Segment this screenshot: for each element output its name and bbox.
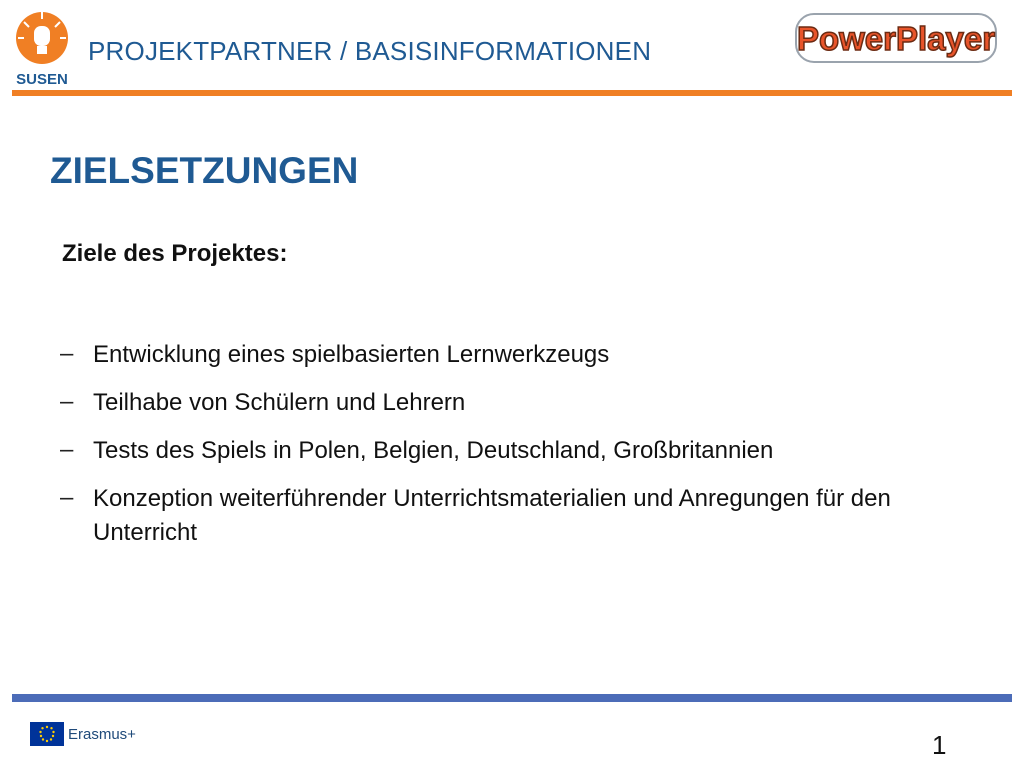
list-item-text: Konzeption weiterführender Unterrichtsmaterialien und Anregungen für den Unterricht — [93, 485, 891, 546]
bullet-dash-icon: – — [60, 436, 74, 463]
list-item — [60, 434, 960, 468]
header-divider — [12, 90, 1012, 96]
list-item-text: Tests des Spiels in Polen, Belgien, Deutschland, Großbritannien — [93, 437, 774, 464]
eu-flag-icon — [30, 722, 64, 746]
erasmus-logo — [30, 722, 136, 746]
bullet-dash-icon: – — [60, 484, 74, 511]
footer-divider — [12, 694, 1012, 702]
list-item-text: Teilhabe von Schülern und Lehrern — [93, 389, 466, 416]
powerplayer-logo — [790, 6, 1004, 76]
slide-heading: ZIELSETZUNGEN — [50, 150, 359, 191]
susen-logo — [10, 8, 74, 92]
susen-logo-text: SUSEN — [16, 71, 68, 88]
bullet-dash-icon: – — [60, 388, 74, 415]
powerplayer-logo-text: PowerPlayer — [796, 20, 996, 57]
goals-list — [60, 338, 960, 564]
list-item — [60, 338, 960, 372]
erasmus-label: Erasmus+ — [68, 725, 136, 743]
header-title: PROJEKTPARTNER / BASISINFORMATIONEN — [88, 36, 652, 66]
bullet-dash-icon: – — [60, 340, 74, 367]
page-number: 1 — [932, 730, 947, 760]
susen-bulb-icon — [10, 8, 74, 92]
list-item-text: Entwicklung eines spielbasierten Lernwerkzeugs — [93, 341, 610, 368]
list-item — [60, 386, 960, 420]
list-item — [60, 482, 960, 550]
slide-subheading: Ziele des Projektes: — [62, 240, 288, 267]
